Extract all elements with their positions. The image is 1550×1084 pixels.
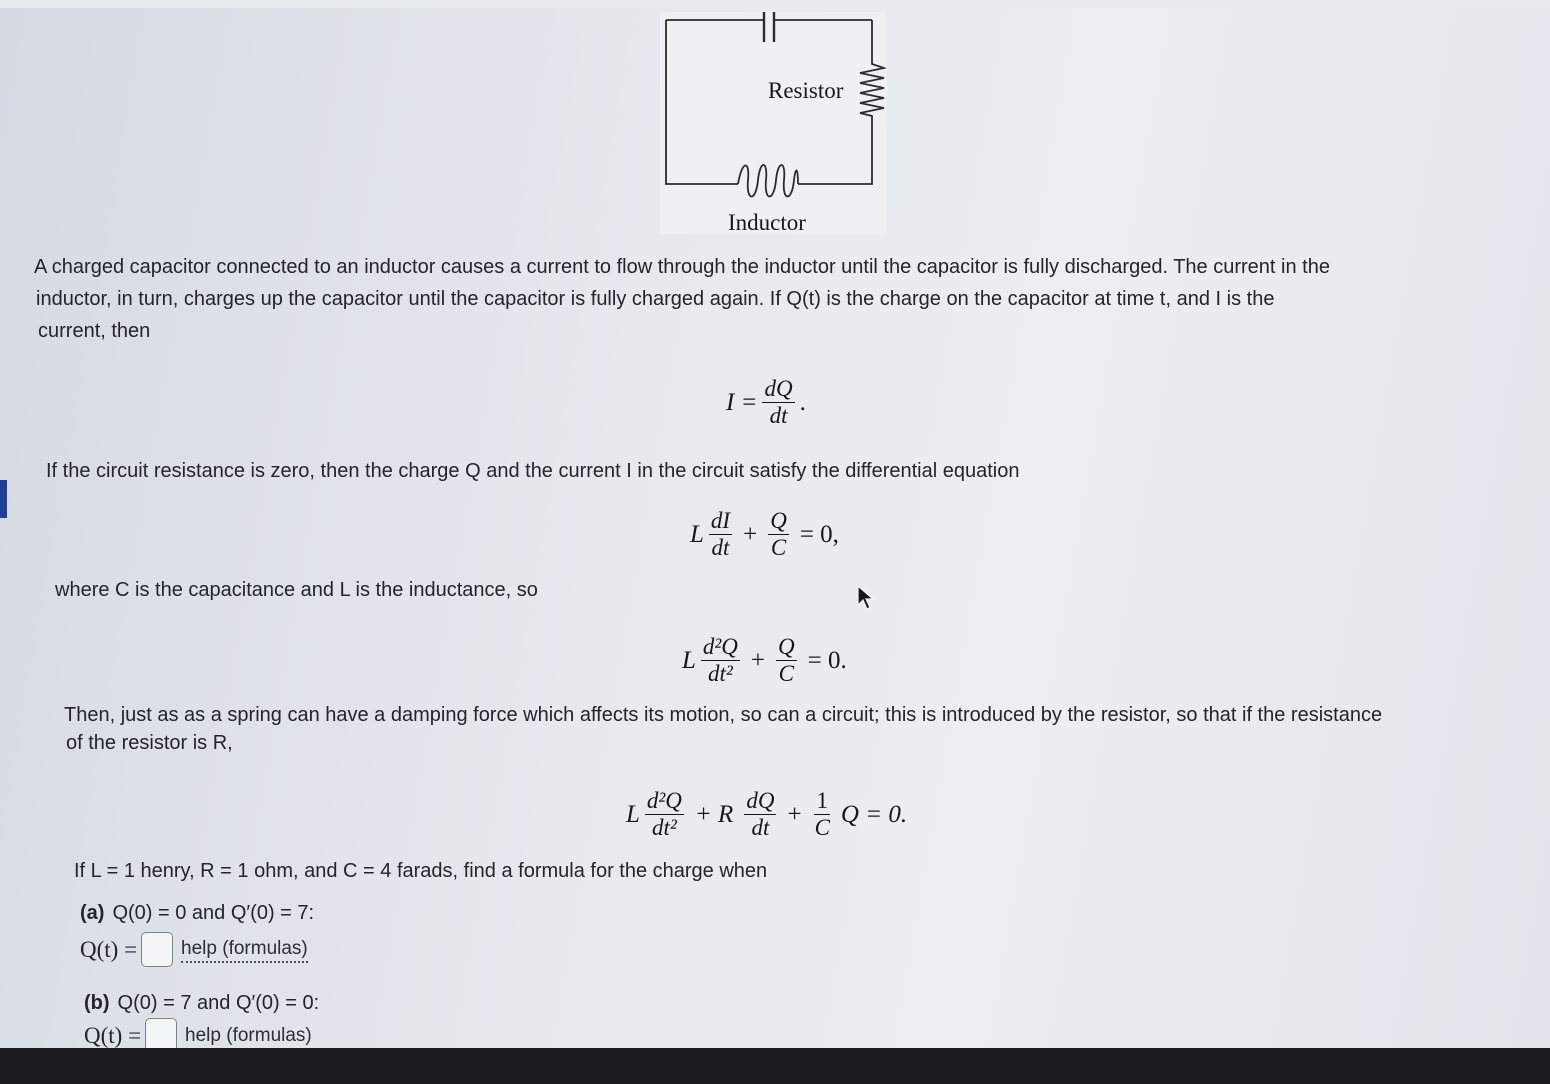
equation-rlc [626, 788, 907, 841]
inductor-icon [738, 165, 798, 197]
eq1-denominator: dt [769, 403, 788, 428]
eq4-L: L [626, 800, 640, 828]
where-text: where C is the capacitance and L is the inductance, so [55, 579, 538, 601]
part-a-condition [80, 902, 314, 925]
equation-second-order [682, 634, 847, 687]
eq1-fraction [762, 376, 794, 429]
eq4-numerator-3: 1 [816, 788, 828, 813]
part-a-condition-text: Q(0) = 0 and Q′(0) = 7: [112, 902, 315, 924]
inductor-label: Inductor [728, 210, 806, 235]
eq3-denominator-2: C [778, 661, 795, 686]
intro-line-1: A charged capacitor connected to an inductor causes a current to flow through the inductor until the capacitor is fully discharged. The current in the [34, 256, 1330, 278]
capacitor-icon [764, 12, 774, 42]
eq4-plus: + [787, 800, 802, 828]
equation-lc [690, 508, 839, 561]
eq3-denominator-1: dt² [708, 661, 733, 686]
eq2-plus: + [743, 520, 758, 548]
part-a-answer-row [80, 932, 308, 967]
eq3-numerator-2: Q [778, 634, 795, 659]
eq2-denominator-2: C [770, 535, 787, 560]
eq2-denominator-1: dt [711, 535, 730, 560]
eq3-fraction-2 [776, 634, 797, 687]
eq4-plus-R: + R [694, 800, 734, 828]
part-b-help-link[interactable]: help (formulas) [185, 1024, 312, 1046]
part-b-label: (b) [84, 992, 110, 1014]
part-b-condition [84, 992, 319, 1015]
intro-line-2: inductor, in turn, charges up the capacitor until the capacitor is fully charged again. If Q(t) is the charge on the capacitor at time t, and I is the [36, 288, 1275, 310]
eq4-denominator-3: C [814, 815, 830, 840]
eq3-rhs: = 0. [807, 646, 847, 674]
circuit-diagram [660, 12, 886, 234]
eq3-L: L [682, 646, 696, 674]
eq1-numerator: dQ [764, 376, 793, 401]
damping-line-2: of the resistor is R, [66, 732, 233, 754]
eq4-fraction-2 [744, 788, 776, 841]
eq2-fraction-1 [709, 508, 732, 561]
eq3-fraction-1 [701, 634, 740, 687]
part-a-answer-label: Q(t) = [80, 936, 138, 962]
eq2-L: L [690, 520, 704, 548]
damping-line-1: Then, just as as a spring can have a damping force which affects its motion, so can a circuit; this is introduced by the resistor, so that if the resistance [64, 704, 1383, 726]
eq1-lhs: I = [726, 388, 758, 416]
eq4-denominator-2: dt [751, 815, 770, 840]
part-a-label: (a) [80, 902, 105, 924]
intro-line-3: current, then [38, 320, 151, 342]
eq4-fraction-3 [813, 788, 832, 841]
eq4-denominator-1: dt² [652, 815, 677, 840]
eq2-numerator-1: dI [710, 508, 731, 533]
left-edge-indicator [0, 480, 7, 518]
given-values-text: If L = 1 henry, R = 1 ohm, and C = 4 farads, find a formula for the charge when [74, 860, 768, 882]
eq3-numerator-1: d²Q [702, 634, 738, 659]
eq3-plus: + [750, 646, 766, 674]
mouse-cursor-icon [856, 585, 874, 611]
part-b-condition-text: Q(0) = 7 and Q′(0) = 0: [117, 992, 320, 1014]
resistance-zero-text: If the circuit resistance is zero, then the charge Q and the current I in the circuit satisfy the differential equation [46, 460, 1020, 482]
eq4-rhs: Q = 0. [840, 800, 908, 828]
eq4-numerator-2: dQ [746, 788, 775, 813]
equation-current [726, 376, 806, 429]
resistor-label: Resistor [768, 78, 844, 103]
eq2-numerator-2: Q [770, 508, 787, 533]
part-a-help-link[interactable]: help (formulas) [181, 937, 308, 963]
eq4-fraction-1 [645, 788, 684, 841]
part-a-answer-input[interactable] [141, 932, 173, 967]
eq4-numerator-1: d²Q [646, 788, 682, 813]
circuit-svg [660, 12, 886, 234]
part-b-answer-label: Q(t) = [84, 1022, 142, 1048]
eq2-rhs: = 0, [799, 520, 839, 548]
screen-bottom-bezel [0, 1048, 1550, 1084]
eq1-period: . [799, 388, 806, 416]
eq2-fraction-2 [768, 508, 789, 561]
